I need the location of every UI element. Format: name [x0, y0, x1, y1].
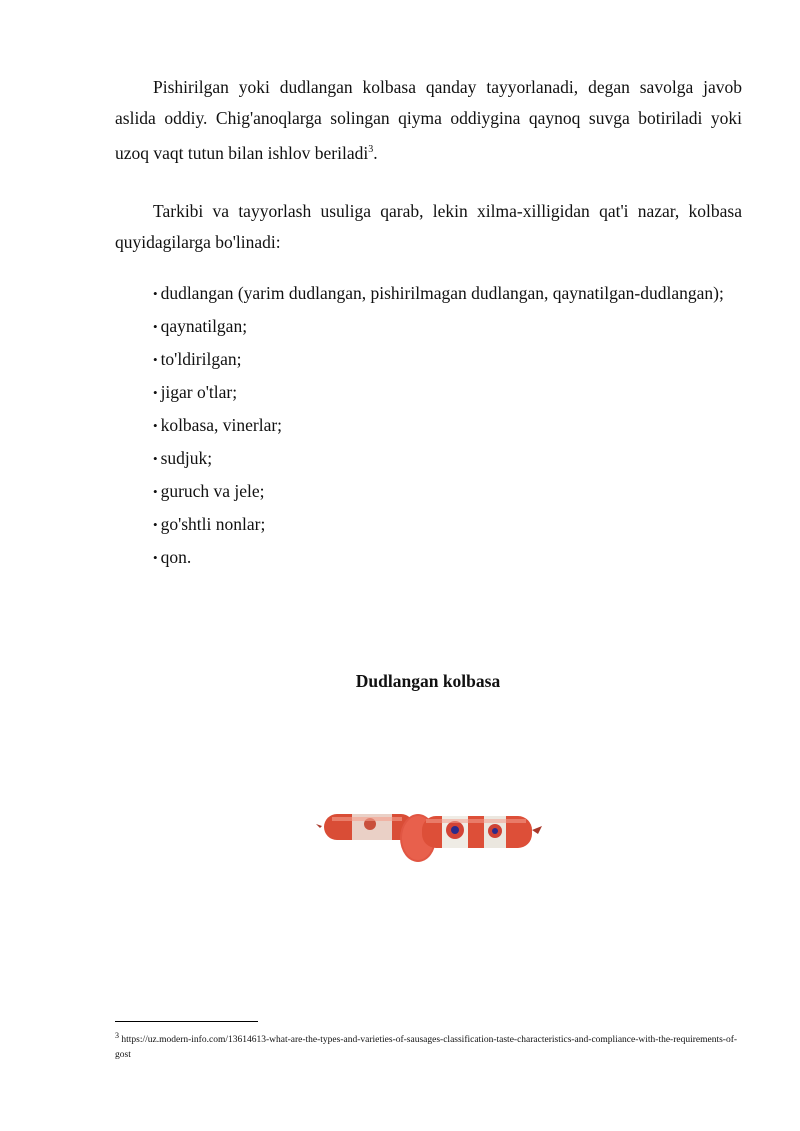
list-item-text: qon.: [160, 547, 192, 567]
bullet-icon: •: [153, 484, 158, 499]
footnote-number: 3: [115, 1031, 119, 1040]
section-heading: Dudlangan kolbasa: [355, 671, 501, 691]
list-item: [115, 442, 742, 475]
list-item: [115, 277, 742, 310]
sausage-image: [312, 800, 544, 864]
list-item-text: kolbasa, vinerlar;: [160, 415, 283, 435]
list-item-text: qaynatilgan;: [160, 316, 248, 336]
paragraph-classification: [115, 196, 742, 258]
bullet-icon: •: [153, 286, 158, 301]
bullet-icon: •: [153, 385, 158, 400]
list-item: [115, 376, 742, 409]
sausage-types-list: [115, 277, 742, 574]
bullet-icon: •: [153, 352, 158, 367]
list-item: [115, 541, 742, 574]
bullet-icon: •: [153, 319, 158, 334]
footnote: [115, 1028, 742, 1063]
paragraph-intro-period: .: [373, 142, 378, 163]
footnote-separator: [115, 1021, 258, 1022]
paragraph-intro-text: Pishirilgan yoki dudlangan kolbasa qanday tayyorlanadi, degan savolga javob aslida oddiy. Chig'anoqlarga solingan qiyma oddiygina qaynoq suvga botiriladi yoki uzoq vaqt tutun bilan ishlov beriladi: [115, 77, 742, 163]
list-item-text: go'shtli nonlar;: [160, 514, 266, 534]
list-item-text: jigar o'tlar;: [160, 382, 238, 402]
bullet-icon: •: [153, 517, 158, 532]
list-item: [115, 508, 742, 541]
list-item-text: sudjuk;: [160, 448, 213, 468]
list-item-text: dudlangan (yarim dudlangan, pishirilmagan dudlangan, qaynatilgan-dudlangan);: [160, 283, 724, 303]
bullet-icon: •: [153, 418, 158, 433]
list-item-text: guruch va jele;: [160, 481, 265, 501]
bullet-icon: •: [153, 550, 158, 565]
list-item-text: to'ldirilgan;: [160, 349, 242, 369]
footnote-link[interactable]: https://uz.modern-info.com/13614613-what-are-the-types-and-varieties-of-sausages-classification-taste-characteristics-and-compliance-with-the-requirements-of-gost: [115, 1035, 738, 1061]
list-item: [115, 343, 742, 376]
list-item: [115, 409, 742, 442]
paragraph-classification-text: Tarkibi va tayyorlash usuliga qarab, lekin xilma-xilligidan qat'i nazar, kolbasa quyidagilarga bo'linadi:: [115, 201, 742, 252]
paragraph-intro: [115, 72, 742, 169]
bullet-icon: •: [153, 451, 158, 466]
footnote-reference[interactable]: 3: [368, 144, 374, 155]
list-item: [115, 475, 742, 508]
list-item: [115, 310, 742, 343]
